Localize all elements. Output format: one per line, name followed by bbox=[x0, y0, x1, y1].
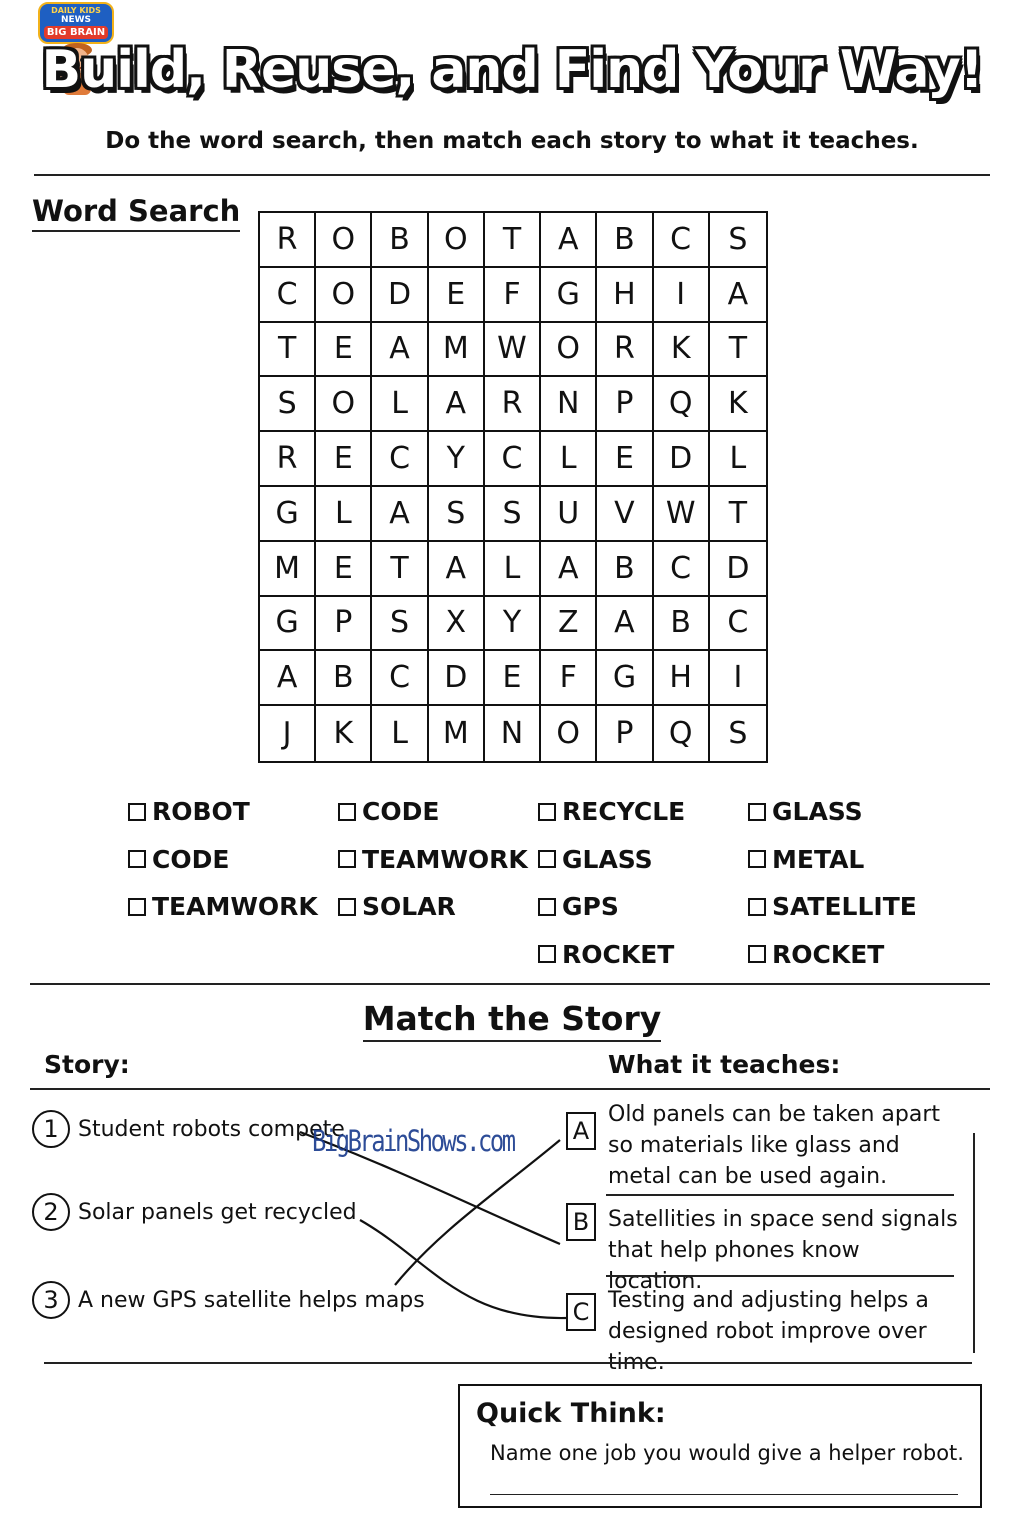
grid-cell[interactable]: H bbox=[654, 651, 710, 706]
grid-cell[interactable]: S bbox=[485, 487, 541, 542]
story-text: A new GPS satellite helps maps bbox=[78, 1287, 425, 1313]
word-checkbox[interactable] bbox=[538, 898, 556, 916]
teaching-letter-a: A bbox=[566, 1112, 596, 1150]
grid-cell[interactable]: J bbox=[260, 706, 316, 761]
grid-cell[interactable]: P bbox=[316, 597, 372, 652]
grid-cell[interactable]: E bbox=[597, 432, 653, 487]
word-checkbox[interactable] bbox=[538, 945, 556, 963]
grid-cell[interactable]: B bbox=[372, 213, 428, 268]
grid-cell[interactable]: M bbox=[260, 542, 316, 597]
grid-cell[interactable]: I bbox=[654, 268, 710, 323]
grid-cell[interactable]: F bbox=[541, 651, 597, 706]
word-label: GPS bbox=[562, 892, 619, 922]
word-label: TEAMWORK bbox=[362, 844, 528, 874]
word-label: ROCKET bbox=[772, 939, 885, 969]
quick-think-prompt: Name one job you would give a helper robot. bbox=[490, 1441, 964, 1465]
word-list-item bbox=[338, 836, 528, 884]
word-checkbox[interactable] bbox=[538, 803, 556, 821]
story-number: 3 bbox=[32, 1281, 70, 1319]
grid-cell[interactable]: E bbox=[316, 323, 372, 378]
word-label: CODE bbox=[362, 797, 440, 827]
word-label: RECYCLE bbox=[562, 797, 686, 827]
grid-cell[interactable]: M bbox=[429, 706, 485, 761]
match-header-divider bbox=[30, 1088, 990, 1090]
grid-cell[interactable]: G bbox=[260, 597, 316, 652]
logo-line-1: DAILY KIDS bbox=[51, 6, 101, 15]
grid-cell[interactable]: A bbox=[710, 268, 766, 323]
grid-cell[interactable]: L bbox=[710, 432, 766, 487]
page-subtitle: Do the word search, then match each story to what it teaches. bbox=[105, 128, 919, 154]
word-list-column bbox=[338, 788, 528, 931]
word-label: METAL bbox=[772, 844, 865, 874]
grid-cell[interactable]: D bbox=[429, 651, 485, 706]
grid-cell[interactable]: T bbox=[260, 323, 316, 378]
word-checkbox[interactable] bbox=[338, 898, 356, 916]
grid-cell[interactable]: A bbox=[597, 597, 653, 652]
word-list-item bbox=[128, 883, 318, 931]
top-divider bbox=[34, 174, 990, 176]
logo-badge bbox=[38, 2, 114, 44]
word-list-item bbox=[338, 788, 528, 836]
word-checkbox[interactable] bbox=[748, 945, 766, 963]
grid-cell[interactable]: L bbox=[485, 542, 541, 597]
word-label: TEAMWORK bbox=[152, 892, 318, 922]
grid-cell[interactable]: T bbox=[372, 542, 428, 597]
word-label: SATELLITE bbox=[772, 892, 917, 922]
teaching-divider bbox=[606, 1275, 954, 1277]
grid-cell[interactable]: L bbox=[316, 487, 372, 542]
word-label: GLASS bbox=[772, 797, 863, 827]
grid-cell[interactable]: R bbox=[597, 323, 653, 378]
grid-cell[interactable]: I bbox=[710, 651, 766, 706]
grid-cell[interactable]: K bbox=[710, 377, 766, 432]
grid-cell[interactable]: O bbox=[541, 323, 597, 378]
word-checkbox[interactable] bbox=[748, 803, 766, 821]
grid-cell[interactable]: C bbox=[654, 213, 710, 268]
grid-cell[interactable]: E bbox=[316, 432, 372, 487]
grid-cell[interactable]: L bbox=[541, 432, 597, 487]
word-list-item bbox=[538, 883, 685, 931]
word-list bbox=[128, 788, 948, 968]
logo-line-2: NEWS bbox=[60, 15, 92, 25]
grid-cell[interactable]: N bbox=[485, 706, 541, 761]
word-label: GLASS bbox=[562, 844, 653, 874]
story-item-3 bbox=[32, 1281, 425, 1319]
grid-cell[interactable]: A bbox=[541, 213, 597, 268]
grid-cell[interactable]: C bbox=[485, 432, 541, 487]
grid-cell[interactable]: S bbox=[260, 377, 316, 432]
grid-cell[interactable]: R bbox=[260, 213, 316, 268]
grid-cell[interactable]: S bbox=[710, 213, 766, 268]
grid-cell[interactable]: O bbox=[316, 377, 372, 432]
story-column-label: Story: bbox=[44, 1050, 130, 1079]
word-list-item bbox=[538, 788, 685, 836]
word-checkbox[interactable] bbox=[748, 898, 766, 916]
grid-cell[interactable]: B bbox=[654, 597, 710, 652]
grid-cell[interactable]: A bbox=[260, 651, 316, 706]
teaching-letter-c: C bbox=[566, 1293, 596, 1331]
word-list-item bbox=[538, 836, 685, 884]
word-checkbox[interactable] bbox=[128, 898, 146, 916]
word-list-item bbox=[748, 931, 917, 979]
teaching-text-b: Satellities in space send signals that help phones know location. bbox=[608, 1207, 958, 1294]
word-checkbox[interactable] bbox=[338, 803, 356, 821]
word-label: ROCKET bbox=[562, 939, 675, 969]
grid-cell[interactable]: G bbox=[260, 487, 316, 542]
grid-cell[interactable]: L bbox=[372, 706, 428, 761]
grid-cell[interactable]: K bbox=[654, 323, 710, 378]
word-list-column bbox=[748, 788, 917, 978]
watermark-text: BigBrainShows.com bbox=[312, 1124, 514, 1158]
story-number: 2 bbox=[32, 1193, 70, 1231]
grid-cell[interactable]: L bbox=[372, 377, 428, 432]
logo-line-3: BIG BRAIN bbox=[44, 26, 108, 39]
teaching-text-c: Testing and adjusting helps a designed robot improve over time. bbox=[608, 1288, 929, 1375]
grid-cell[interactable]: E bbox=[485, 651, 541, 706]
match-heading-text: Match the Story bbox=[363, 999, 662, 1042]
word-label: CODE bbox=[152, 844, 230, 874]
word-label: SOLAR bbox=[362, 892, 456, 922]
grid-cell[interactable]: B bbox=[316, 651, 372, 706]
match-bottom-divider bbox=[44, 1362, 972, 1364]
grid-cell[interactable]: T bbox=[710, 323, 766, 378]
grid-cell[interactable]: E bbox=[316, 542, 372, 597]
word-list-column bbox=[128, 788, 318, 931]
word-list-item bbox=[748, 883, 917, 931]
grid-cell[interactable]: F bbox=[485, 268, 541, 323]
grid-cell[interactable]: X bbox=[429, 597, 485, 652]
grid-cell[interactable]: D bbox=[654, 432, 710, 487]
match-heading bbox=[0, 999, 1024, 1038]
grid-cell[interactable]: T bbox=[710, 487, 766, 542]
word-list-column bbox=[538, 788, 685, 978]
grid-cell[interactable]: G bbox=[541, 268, 597, 323]
grid-cell[interactable]: R bbox=[485, 377, 541, 432]
story-item-1 bbox=[32, 1110, 345, 1148]
story-number: 1 bbox=[32, 1110, 70, 1148]
grid-cell[interactable]: U bbox=[541, 487, 597, 542]
grid-cell[interactable]: Q bbox=[654, 377, 710, 432]
grid-cell[interactable]: T bbox=[485, 213, 541, 268]
grid-cell[interactable]: S bbox=[372, 597, 428, 652]
page-title: Build, Reuse, and Find Your Way! bbox=[41, 40, 983, 100]
grid-cell[interactable]: N bbox=[541, 377, 597, 432]
grid-cell[interactable]: A bbox=[429, 542, 485, 597]
grid-cell[interactable]: Z bbox=[541, 597, 597, 652]
grid-cell[interactable]: P bbox=[597, 706, 653, 761]
word-label: ROBOT bbox=[152, 797, 250, 827]
grid-cell[interactable]: H bbox=[597, 268, 653, 323]
grid-cell[interactable]: V bbox=[597, 487, 653, 542]
grid-cell[interactable]: O bbox=[541, 706, 597, 761]
quick-think-box bbox=[458, 1384, 982, 1508]
grid-cell[interactable]: O bbox=[316, 268, 372, 323]
grid-cell[interactable]: W bbox=[654, 487, 710, 542]
teaching-text-a: Old panels can be taken apart so materials like glass and metal can be used again. bbox=[608, 1102, 941, 1189]
grid-cell[interactable]: R bbox=[260, 432, 316, 487]
grid-cell[interactable]: A bbox=[372, 323, 428, 378]
connector-line-3-to-a bbox=[395, 1140, 560, 1285]
teaching-bracket-line bbox=[973, 1133, 975, 1353]
grid-cell[interactable]: P bbox=[597, 377, 653, 432]
grid-cell[interactable]: Q bbox=[654, 706, 710, 761]
grid-cell[interactable]: S bbox=[728, 716, 748, 752]
word-list-item bbox=[338, 883, 528, 931]
story-text: Student robots compete bbox=[78, 1116, 345, 1142]
grid-cell[interactable]: Y bbox=[429, 432, 485, 487]
word-checkbox[interactable] bbox=[128, 803, 146, 821]
answer-line[interactable] bbox=[490, 1494, 958, 1495]
grid-cell[interactable]: A bbox=[541, 542, 597, 597]
word-checkbox[interactable] bbox=[128, 850, 146, 868]
quick-think-title: Quick Think: bbox=[476, 1398, 666, 1429]
teaching-divider bbox=[606, 1194, 954, 1196]
grid-cell[interactable]: B bbox=[597, 213, 653, 268]
grid-cell[interactable]: C bbox=[654, 542, 710, 597]
teaches-column-label: What it teaches: bbox=[608, 1050, 841, 1079]
word-list-item bbox=[748, 836, 917, 884]
grid-cell[interactable]: G bbox=[597, 651, 653, 706]
grid-cell[interactable]: O bbox=[429, 213, 485, 268]
teaching-letter-b: B bbox=[566, 1203, 596, 1241]
word-checkbox[interactable] bbox=[748, 850, 766, 868]
word-list-item bbox=[128, 788, 318, 836]
grid-cell[interactable]: D bbox=[710, 542, 766, 597]
grid-cell[interactable]: K bbox=[316, 706, 372, 761]
word-list-item bbox=[538, 931, 685, 979]
grid-cell[interactable]: W bbox=[485, 323, 541, 378]
grid-cell[interactable]: D bbox=[372, 268, 428, 323]
word-search-grid bbox=[258, 211, 768, 763]
grid-cell[interactable]: C bbox=[372, 651, 428, 706]
grid-cell[interactable]: C bbox=[260, 268, 316, 323]
word-checkbox[interactable] bbox=[538, 850, 556, 868]
story-text: Solar panels get recycled bbox=[78, 1199, 357, 1225]
word-search-heading: Word Search bbox=[32, 194, 240, 232]
word-list-item bbox=[128, 836, 318, 884]
grid-cell[interactable]: S bbox=[429, 487, 485, 542]
grid-cell[interactable]: C bbox=[372, 432, 428, 487]
grid-cell[interactable]: C bbox=[710, 597, 766, 652]
grid-cell[interactable]: A bbox=[429, 377, 485, 432]
grid-cell[interactable]: O bbox=[316, 213, 372, 268]
story-item-2 bbox=[32, 1193, 357, 1231]
grid-cell[interactable]: E bbox=[429, 268, 485, 323]
grid-cell[interactable]: M bbox=[429, 323, 485, 378]
grid-cell[interactable]: B bbox=[597, 542, 653, 597]
word-checkbox[interactable] bbox=[338, 850, 356, 868]
middle-divider bbox=[30, 983, 990, 985]
grid-cell[interactable]: Y bbox=[485, 597, 541, 652]
grid-cell[interactable]: A bbox=[372, 487, 428, 542]
word-list-item bbox=[748, 788, 917, 836]
